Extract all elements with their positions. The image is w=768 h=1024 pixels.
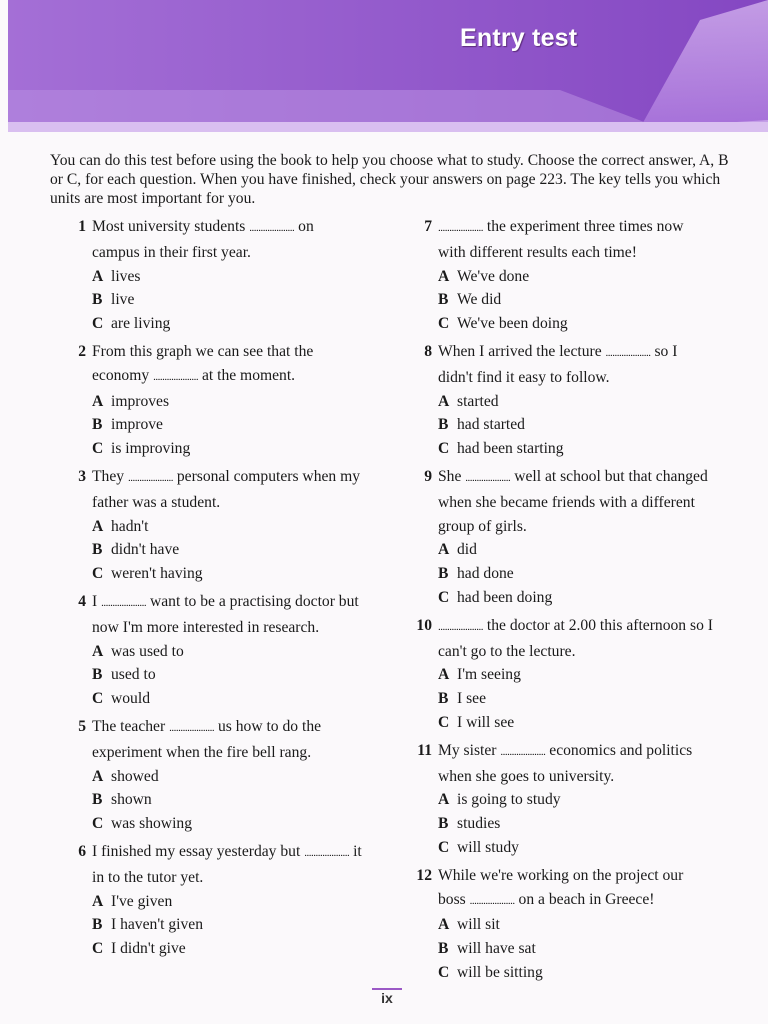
option-text: I've given — [111, 892, 173, 910]
answer-blank: .................... — [605, 346, 651, 359]
option-text: will have sat — [457, 940, 536, 958]
option-text: would — [111, 690, 150, 708]
answer-option-b[interactable] — [438, 812, 713, 836]
answer-option-b[interactable] — [92, 538, 362, 562]
option-letter: B — [438, 815, 449, 833]
option-text: had done — [457, 565, 514, 583]
answer-option-c[interactable] — [92, 812, 362, 836]
question-text-before: While we're working on the project our boss — [438, 866, 684, 908]
option-text: studies — [457, 815, 501, 833]
question-text — [438, 215, 713, 265]
question-text — [92, 340, 362, 390]
option-text: had been doing — [457, 588, 553, 606]
answer-blank: .................... — [469, 894, 515, 907]
page-title: Entry test — [460, 24, 578, 52]
option-letter: B — [438, 690, 449, 708]
option-text: We did — [457, 291, 502, 309]
answer-option-c[interactable] — [92, 312, 362, 336]
answer-option-c[interactable] — [438, 312, 713, 336]
answer-option-c[interactable] — [438, 836, 713, 860]
answer-option-a[interactable] — [92, 515, 362, 539]
option-text: hadn't — [111, 517, 149, 535]
question-number: 8 — [424, 342, 432, 360]
option-text: will study — [457, 838, 519, 856]
option-letter: A — [438, 541, 450, 559]
answer-blank: .................... — [127, 471, 173, 484]
answer-option-b[interactable] — [438, 413, 713, 437]
question-text-before: When I arrived the lecture — [438, 342, 606, 360]
question-number: 4 — [78, 592, 86, 610]
question-text — [92, 215, 362, 265]
answer-option-a[interactable] — [438, 265, 713, 289]
answer-option-b[interactable] — [92, 663, 362, 687]
question-text-after: the experiment three times now with different results each time! — [438, 218, 684, 261]
option-text: started — [457, 392, 499, 410]
option-letter: A — [438, 666, 450, 684]
question-text — [438, 340, 713, 390]
answer-option-c[interactable] — [92, 937, 362, 961]
option-letter: C — [438, 963, 450, 981]
question-number: 5 — [78, 717, 86, 735]
option-letter: C — [438, 440, 450, 458]
option-letter: A — [92, 392, 104, 410]
question-4 — [62, 590, 362, 711]
answer-option-a[interactable] — [92, 390, 362, 414]
question-number: 3 — [78, 467, 86, 485]
option-letter: C — [92, 690, 104, 708]
question-text — [438, 864, 713, 914]
option-letter: A — [92, 642, 104, 660]
option-letter: C — [438, 315, 450, 333]
question-text — [438, 614, 713, 664]
answer-option-c[interactable] — [92, 687, 362, 711]
question-column-right — [408, 215, 713, 989]
option-text: I see — [457, 690, 487, 708]
question-number: 1 — [78, 218, 86, 235]
question-text-before: The teacher — [92, 717, 170, 735]
question-text-before: Most university students — [92, 218, 250, 235]
question-number: 7 — [424, 218, 432, 235]
question-number: 11 — [417, 741, 432, 759]
question-3 — [62, 465, 362, 586]
option-text: I didn't give — [111, 940, 186, 958]
question-text-before: My sister — [438, 741, 501, 759]
question-text-after: personal computers when my father was a student. — [92, 467, 361, 511]
option-text: is improving — [111, 440, 191, 458]
answer-blank: .................... — [500, 745, 546, 758]
question-text-before: From this graph we can see that the economy — [92, 342, 314, 384]
option-text: I will see — [457, 713, 515, 731]
question-text-after: well at school but that changed when she became friends with a different group of girls. — [438, 467, 708, 535]
answer-blank: .................... — [438, 620, 483, 633]
question-number: 2 — [78, 342, 86, 360]
question-number: 9 — [424, 467, 432, 485]
question-text — [92, 840, 362, 890]
answer-option-b[interactable] — [438, 288, 713, 312]
option-letter: A — [438, 267, 450, 285]
option-text: I'm seeing — [457, 666, 521, 684]
answer-blank: .................... — [465, 471, 511, 484]
question-text — [92, 590, 362, 640]
answer-option-a[interactable] — [438, 663, 713, 687]
option-text: showed — [111, 767, 159, 785]
answer-option-a[interactable] — [92, 890, 362, 914]
question-text-after: on campus in their first year. — [92, 218, 314, 261]
answer-blank: .................... — [169, 721, 215, 734]
answer-blank: .................... — [304, 846, 350, 859]
option-text: improves — [111, 392, 170, 410]
question-5 — [62, 715, 362, 836]
question-1 — [62, 215, 362, 336]
question-text-before: They — [92, 467, 128, 485]
option-text: We've been doing — [457, 315, 568, 333]
option-letter: C — [438, 838, 450, 856]
option-text: had been starting — [457, 440, 564, 458]
option-text: used to — [111, 666, 156, 684]
option-letter: A — [92, 517, 104, 535]
option-letter: B — [92, 791, 103, 809]
question-text-after: economics and politics when she goes to university. — [438, 741, 693, 785]
option-text: I haven't given — [111, 916, 204, 934]
option-text: improve — [111, 416, 163, 434]
option-text: weren't having — [111, 565, 203, 583]
question-8 — [408, 340, 713, 461]
option-text: are living — [111, 315, 171, 333]
question-11 — [408, 739, 713, 860]
option-text: lives — [111, 267, 141, 285]
answer-option-c[interactable] — [92, 437, 362, 461]
question-text-before: I finished my essay yesterday but — [92, 842, 305, 860]
option-letter: A — [438, 392, 450, 410]
question-6 — [62, 840, 362, 961]
option-letter: B — [438, 416, 449, 434]
option-letter: A — [438, 791, 450, 809]
answer-option-a[interactable] — [92, 765, 362, 789]
answer-option-a[interactable] — [438, 788, 713, 812]
answer-option-b[interactable] — [92, 913, 362, 937]
question-text-after: us how to do the experiment when the fire bell rang. — [92, 717, 322, 761]
option-text: did — [457, 541, 477, 559]
answer-option-c[interactable] — [438, 437, 713, 461]
option-letter: A — [92, 767, 104, 785]
answer-option-a[interactable] — [92, 265, 362, 289]
answer-blank: .................... — [153, 370, 199, 383]
question-text-after: it in to the tutor yet. — [92, 842, 362, 886]
option-text: didn't have — [111, 541, 180, 559]
question-text-after: want to be a practising doctor but now I'm more interested in research. — [92, 592, 359, 636]
question-2 — [62, 340, 362, 461]
option-text: was showing — [111, 815, 192, 833]
question-text-before: She — [438, 467, 466, 485]
question-text-after: on a beach in Greece! — [514, 890, 655, 908]
option-letter: A — [438, 916, 450, 934]
answer-option-b[interactable] — [92, 788, 362, 812]
answer-option-c[interactable] — [92, 562, 362, 586]
option-letter: C — [92, 940, 104, 958]
option-text: will be sitting — [457, 963, 543, 981]
question-12 — [408, 864, 713, 985]
answer-option-c[interactable] — [438, 711, 713, 735]
option-letter: C — [92, 315, 104, 333]
option-letter: B — [92, 291, 103, 309]
header-banner — [0, 0, 768, 140]
option-letter: C — [438, 588, 450, 606]
answer-option-b[interactable] — [438, 687, 713, 711]
answer-option-b[interactable] — [438, 562, 713, 586]
option-letter: B — [438, 291, 449, 309]
option-text: live — [111, 291, 135, 309]
option-letter: B — [438, 565, 449, 583]
option-letter: C — [92, 815, 104, 833]
option-letter: B — [438, 940, 449, 958]
option-letter: C — [92, 565, 104, 583]
option-letter: B — [92, 416, 103, 434]
option-letter: B — [92, 916, 103, 934]
option-text: is going to study — [457, 791, 561, 809]
question-text-before: I — [92, 592, 102, 610]
question-10 — [408, 614, 713, 735]
question-number: 12 — [416, 866, 432, 884]
question-number: 6 — [78, 842, 86, 860]
answer-blank: .................... — [438, 222, 483, 234]
option-letter: C — [92, 440, 104, 458]
option-letter: A — [92, 892, 104, 910]
option-text: shown — [111, 791, 152, 809]
question-column-left — [62, 215, 362, 965]
option-letter: B — [92, 666, 103, 684]
answer-option-a[interactable] — [92, 640, 362, 664]
answer-option-c[interactable] — [438, 586, 713, 610]
page-number: ix — [381, 990, 393, 1006]
answer-option-b[interactable] — [92, 413, 362, 437]
question-9 — [408, 465, 713, 610]
option-text: had started — [457, 416, 525, 434]
question-text-after: so I didn't find it easy to follow. — [438, 342, 678, 386]
option-letter: A — [92, 267, 104, 285]
question-text — [92, 715, 362, 765]
banner-background — [0, 0, 768, 140]
option-text: We've done — [457, 267, 530, 285]
question-text-after: the doctor at 2.00 this afternoon so I can't go to the lecture. — [438, 616, 713, 660]
answer-blank: .................... — [101, 596, 147, 609]
option-letter: B — [92, 541, 103, 559]
answer-option-b[interactable] — [92, 288, 362, 312]
question-text-after: at the moment. — [198, 366, 296, 384]
option-text: will sit — [457, 916, 500, 934]
answer-option-c[interactable] — [438, 961, 713, 985]
question-7 — [408, 215, 713, 336]
option-text: was used to — [111, 642, 184, 660]
instructions: You can do this test before using the book to help you choose what to study. Choose the correct answer, A, B or C, for each question. When you have finished, check your answers on page 223. The key tells you which units are most important for you. — [50, 152, 729, 207]
answer-option-a[interactable] — [438, 390, 713, 414]
question-text — [92, 465, 362, 515]
answer-option-a[interactable] — [438, 538, 713, 562]
option-letter: C — [438, 713, 450, 731]
question-number: 10 — [416, 616, 432, 634]
question-text — [438, 739, 713, 789]
question-text — [438, 465, 713, 538]
answer-blank: .................... — [249, 222, 295, 234]
answer-option-b[interactable] — [438, 937, 713, 961]
answer-option-a[interactable] — [438, 913, 713, 937]
